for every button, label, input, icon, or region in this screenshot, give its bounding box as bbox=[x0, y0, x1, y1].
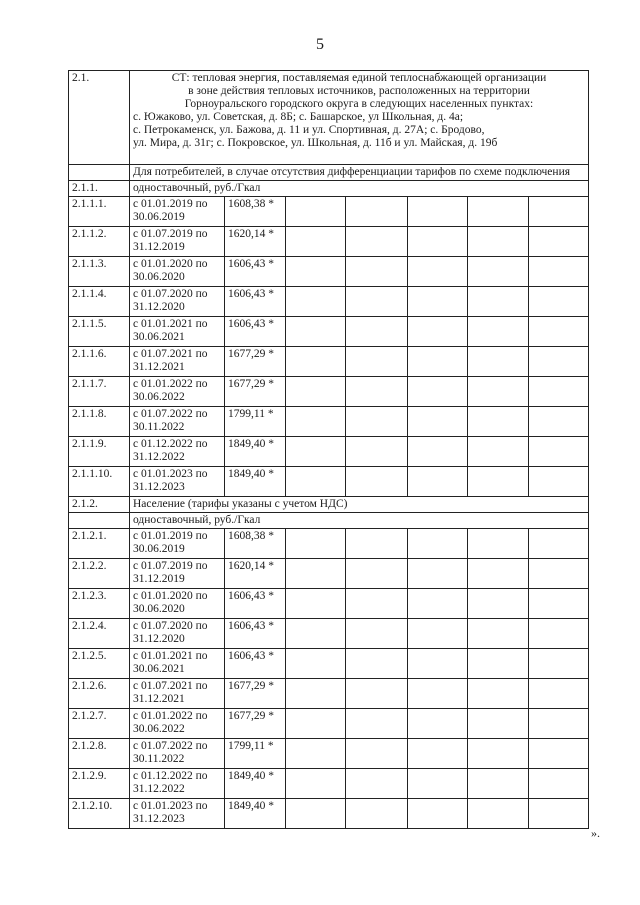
period-line: 31.12.2023 bbox=[133, 481, 185, 493]
rate-row bbox=[69, 227, 589, 257]
period-line: 31.12.2020 bbox=[133, 301, 185, 313]
section-line: Горноуральского городского округа в следующих населенных пунктах: bbox=[184, 98, 534, 110]
section-line: ул. Мира, д. 31г; с. Покровское, ул. Школьная, д. 11б и ул. Майская, д. 19б bbox=[133, 137, 498, 149]
empty-cell bbox=[529, 347, 589, 377]
empty-cell bbox=[529, 649, 589, 679]
empty-cell bbox=[468, 257, 529, 287]
period-line: 30.11.2022 bbox=[133, 753, 185, 765]
period-line: с 01.01.2020 по bbox=[133, 590, 208, 602]
row-number: 2.1.1.9. bbox=[69, 437, 130, 467]
row-number: 2.1.1.7. bbox=[69, 377, 130, 407]
group-code: 2.1.1. bbox=[69, 181, 130, 197]
empty-cell bbox=[286, 589, 346, 619]
period-cell bbox=[130, 407, 225, 437]
section-line: СТ: тепловая энергия, поставляемая единой теплоснабжающей организации bbox=[171, 72, 547, 84]
period-line: 30.06.2021 bbox=[133, 331, 185, 343]
period-line: 31.12.2023 bbox=[133, 813, 185, 825]
empty-cell bbox=[286, 529, 346, 559]
rate-row bbox=[69, 709, 589, 739]
rate-row bbox=[69, 649, 589, 679]
empty-cell bbox=[286, 317, 346, 347]
empty-cell bbox=[346, 287, 408, 317]
period-cell bbox=[130, 227, 225, 257]
period-line: с 01.01.2022 по bbox=[133, 378, 208, 390]
period-cell bbox=[130, 287, 225, 317]
row-number: 2.1.2.9. bbox=[69, 769, 130, 799]
period-line: с 01.07.2022 по bbox=[133, 740, 208, 752]
group-title: Население (тарифы указаны с учетом НДС) bbox=[130, 497, 589, 513]
empty-cell bbox=[346, 317, 408, 347]
period-line: 31.12.2019 bbox=[133, 573, 185, 585]
empty-cell bbox=[346, 437, 408, 467]
empty-cell bbox=[408, 529, 468, 559]
row-number: 2.1.2.7. bbox=[69, 709, 130, 739]
tariff-value: 1849,40 * bbox=[225, 467, 286, 497]
group-subtitle-row bbox=[69, 513, 589, 529]
period-line: 30.06.2022 bbox=[133, 391, 185, 403]
rate-row bbox=[69, 407, 589, 437]
period-line: с 01.07.2019 по bbox=[133, 560, 208, 572]
row-number: 2.1.1.3. bbox=[69, 257, 130, 287]
period-cell bbox=[130, 679, 225, 709]
period-line: с 01.01.2022 по bbox=[133, 710, 208, 722]
empty-cell bbox=[529, 769, 589, 799]
empty-cell bbox=[529, 437, 589, 467]
period-line: 30.06.2022 bbox=[133, 723, 185, 735]
page-number: 5 bbox=[316, 36, 324, 53]
empty-cell bbox=[346, 377, 408, 407]
rate-row bbox=[69, 197, 589, 227]
empty-cell bbox=[286, 467, 346, 497]
row-number: 2.1.1.8. bbox=[69, 407, 130, 437]
rate-row bbox=[69, 559, 589, 589]
group-code: 2.1.2. bbox=[69, 497, 130, 513]
period-line: 30.06.2020 bbox=[133, 271, 185, 283]
empty-cell bbox=[529, 559, 589, 589]
empty-cell bbox=[408, 407, 468, 437]
empty-cell bbox=[408, 649, 468, 679]
empty-cell bbox=[529, 287, 589, 317]
tariff-value: 1799,11 * bbox=[225, 739, 286, 769]
empty-cell bbox=[346, 679, 408, 709]
empty-cell bbox=[408, 559, 468, 589]
rate-row bbox=[69, 679, 589, 709]
empty-cell bbox=[408, 257, 468, 287]
empty-cell bbox=[408, 377, 468, 407]
row-number: 2.1.1.6. bbox=[69, 347, 130, 377]
empty-cell bbox=[286, 619, 346, 649]
empty-cell bbox=[468, 739, 529, 769]
period-cell bbox=[130, 739, 225, 769]
period-line: 31.12.2019 bbox=[133, 241, 185, 253]
period-line: с 01.07.2020 по bbox=[133, 288, 208, 300]
period-cell bbox=[130, 317, 225, 347]
rate-row bbox=[69, 377, 589, 407]
empty-cell bbox=[529, 529, 589, 559]
empty-cell bbox=[69, 513, 130, 529]
empty-cell bbox=[346, 589, 408, 619]
rate-row bbox=[69, 257, 589, 287]
row-number: 2.1.2.2. bbox=[69, 559, 130, 589]
group-row bbox=[69, 497, 589, 513]
row-number: 2.1.2.6. bbox=[69, 679, 130, 709]
empty-cell bbox=[286, 709, 346, 739]
tariff-value: 1677,29 * bbox=[225, 709, 286, 739]
empty-cell bbox=[286, 559, 346, 589]
empty-cell bbox=[346, 769, 408, 799]
group-row bbox=[69, 181, 589, 197]
empty-cell bbox=[408, 347, 468, 377]
row-number: 2.1.1.10. bbox=[69, 467, 130, 497]
row-number: 2.1.1.1. bbox=[69, 197, 130, 227]
rate-row bbox=[69, 467, 589, 497]
empty-cell bbox=[346, 347, 408, 377]
tariff-value: 1606,43 * bbox=[225, 287, 286, 317]
rate-row bbox=[69, 347, 589, 377]
row-number: 2.1.2.1. bbox=[69, 529, 130, 559]
empty-cell bbox=[529, 197, 589, 227]
tariff-value: 1849,40 * bbox=[225, 769, 286, 799]
tariff-value: 1849,40 * bbox=[225, 799, 286, 829]
period-line: с 01.12.2022 по bbox=[133, 770, 208, 782]
rate-row bbox=[69, 287, 589, 317]
tariff-table bbox=[68, 70, 589, 829]
rate-row bbox=[69, 769, 589, 799]
tariff-value: 1606,43 * bbox=[225, 317, 286, 347]
section-subtitle-row bbox=[69, 165, 589, 181]
period-cell bbox=[130, 769, 225, 799]
empty-cell bbox=[286, 799, 346, 829]
empty-cell bbox=[346, 467, 408, 497]
period-cell bbox=[130, 589, 225, 619]
empty-cell bbox=[529, 317, 589, 347]
rate-row bbox=[69, 529, 589, 559]
period-line: с 01.01.2023 по bbox=[133, 468, 208, 480]
closing-mark: ». bbox=[591, 826, 600, 840]
period-cell bbox=[130, 257, 225, 287]
empty-cell bbox=[468, 799, 529, 829]
empty-cell bbox=[69, 165, 130, 181]
tariff-value: 1606,43 * bbox=[225, 619, 286, 649]
tariff-value: 1677,29 * bbox=[225, 377, 286, 407]
table-body bbox=[69, 71, 589, 829]
empty-cell bbox=[529, 407, 589, 437]
row-number: 2.1.1.4. bbox=[69, 287, 130, 317]
empty-cell bbox=[529, 739, 589, 769]
period-cell bbox=[130, 347, 225, 377]
empty-cell bbox=[468, 197, 529, 227]
empty-cell bbox=[529, 799, 589, 829]
tariff-value: 1620,14 * bbox=[225, 559, 286, 589]
tariff-value: 1799,11 * bbox=[225, 407, 286, 437]
tariff-value: 1849,40 * bbox=[225, 437, 286, 467]
period-line: 31.12.2022 bbox=[133, 783, 185, 795]
row-number: 2.1.1.2. bbox=[69, 227, 130, 257]
period-cell bbox=[130, 649, 225, 679]
empty-cell bbox=[408, 769, 468, 799]
section-line: в зоне действия тепловых источников, расположенных на территории bbox=[188, 85, 530, 97]
empty-cell bbox=[408, 709, 468, 739]
period-line: с 01.07.2019 по bbox=[133, 228, 208, 240]
period-line: с 01.01.2020 по bbox=[133, 258, 208, 270]
rate-row bbox=[69, 799, 589, 829]
empty-cell bbox=[286, 769, 346, 799]
section-code: 2.1. bbox=[69, 71, 130, 165]
period-line: 30.06.2019 bbox=[133, 543, 185, 555]
section-subtitle: Для потребителей, в случае отсутствия дифференциации тарифов по схеме подключения bbox=[130, 165, 589, 181]
empty-cell bbox=[346, 529, 408, 559]
empty-cell bbox=[468, 287, 529, 317]
period-cell bbox=[130, 197, 225, 227]
period-cell bbox=[130, 619, 225, 649]
empty-cell bbox=[468, 619, 529, 649]
period-cell bbox=[130, 377, 225, 407]
row-number: 2.1.2.4. bbox=[69, 619, 130, 649]
period-line: с 01.12.2022 по bbox=[133, 438, 208, 450]
empty-cell bbox=[346, 407, 408, 437]
tariff-value: 1608,38 * bbox=[225, 197, 286, 227]
period-line: 30.11.2022 bbox=[133, 421, 185, 433]
empty-cell bbox=[529, 709, 589, 739]
tariff-value: 1677,29 * bbox=[225, 679, 286, 709]
empty-cell bbox=[286, 437, 346, 467]
rate-row bbox=[69, 619, 589, 649]
section-row bbox=[69, 71, 589, 165]
section-description bbox=[130, 71, 589, 165]
empty-cell bbox=[468, 709, 529, 739]
tariff-value: 1606,43 * bbox=[225, 589, 286, 619]
empty-cell bbox=[468, 589, 529, 619]
row-number: 2.1.2.8. bbox=[69, 739, 130, 769]
empty-cell bbox=[468, 529, 529, 559]
empty-cell bbox=[408, 317, 468, 347]
rate-row bbox=[69, 437, 589, 467]
rate-row bbox=[69, 739, 589, 769]
empty-cell bbox=[286, 347, 346, 377]
empty-cell bbox=[529, 619, 589, 649]
empty-cell bbox=[286, 227, 346, 257]
period-line: 31.12.2021 bbox=[133, 693, 185, 705]
empty-cell bbox=[529, 679, 589, 709]
rate-row bbox=[69, 317, 589, 347]
empty-cell bbox=[468, 407, 529, 437]
empty-cell bbox=[408, 287, 468, 317]
period-line: с 01.01.2019 по bbox=[133, 530, 208, 542]
empty-cell bbox=[408, 799, 468, 829]
empty-cell bbox=[468, 467, 529, 497]
row-number: 2.1.2.5. bbox=[69, 649, 130, 679]
period-cell bbox=[130, 437, 225, 467]
group-subtitle: одноставочный, руб./Гкал bbox=[130, 513, 589, 529]
empty-cell bbox=[468, 377, 529, 407]
period-line: с 01.07.2021 по bbox=[133, 348, 208, 360]
tariff-value: 1620,14 * bbox=[225, 227, 286, 257]
empty-cell bbox=[346, 227, 408, 257]
row-number: 2.1.2.3. bbox=[69, 589, 130, 619]
empty-cell bbox=[346, 649, 408, 679]
period-line: 30.06.2021 bbox=[133, 663, 185, 675]
empty-cell bbox=[286, 679, 346, 709]
empty-cell bbox=[408, 437, 468, 467]
empty-cell bbox=[408, 589, 468, 619]
period-line: с 01.01.2021 по bbox=[133, 318, 208, 330]
period-cell bbox=[130, 467, 225, 497]
empty-cell bbox=[286, 377, 346, 407]
tariff-value: 1677,29 * bbox=[225, 347, 286, 377]
empty-cell bbox=[468, 559, 529, 589]
empty-cell bbox=[408, 197, 468, 227]
empty-cell bbox=[286, 407, 346, 437]
period-line: с 01.07.2020 по bbox=[133, 620, 208, 632]
empty-cell bbox=[468, 347, 529, 377]
empty-cell bbox=[468, 437, 529, 467]
empty-cell bbox=[468, 679, 529, 709]
empty-cell bbox=[529, 377, 589, 407]
section-line: с. Петрокаменск, ул. Бажова, д. 11 и ул. Спортивная, д. 27А; с. Бродово, bbox=[133, 124, 485, 136]
empty-cell bbox=[286, 739, 346, 769]
empty-cell bbox=[346, 619, 408, 649]
empty-cell bbox=[408, 739, 468, 769]
empty-cell bbox=[468, 649, 529, 679]
period-line: с 01.01.2023 по bbox=[133, 800, 208, 812]
period-line: с 01.07.2021 по bbox=[133, 680, 208, 692]
empty-cell bbox=[529, 257, 589, 287]
row-number: 2.1.1.5. bbox=[69, 317, 130, 347]
empty-cell bbox=[346, 197, 408, 227]
empty-cell bbox=[346, 739, 408, 769]
empty-cell bbox=[529, 227, 589, 257]
period-line: 31.12.2021 bbox=[133, 361, 185, 373]
empty-cell bbox=[346, 709, 408, 739]
period-cell bbox=[130, 559, 225, 589]
empty-cell bbox=[286, 649, 346, 679]
period-line: 30.06.2019 bbox=[133, 211, 185, 223]
row-number: 2.1.2.10. bbox=[69, 799, 130, 829]
empty-cell bbox=[529, 589, 589, 619]
empty-cell bbox=[286, 257, 346, 287]
empty-cell bbox=[468, 769, 529, 799]
period-cell bbox=[130, 709, 225, 739]
period-line: с 01.01.2021 по bbox=[133, 650, 208, 662]
empty-cell bbox=[408, 679, 468, 709]
tariff-value: 1606,43 * bbox=[225, 649, 286, 679]
empty-cell bbox=[408, 619, 468, 649]
period-line: с 01.07.2022 по bbox=[133, 408, 208, 420]
empty-cell bbox=[346, 799, 408, 829]
empty-cell bbox=[408, 467, 468, 497]
empty-cell bbox=[286, 197, 346, 227]
empty-cell bbox=[468, 317, 529, 347]
rate-row bbox=[69, 589, 589, 619]
tariff-value: 1608,38 * bbox=[225, 529, 286, 559]
empty-cell bbox=[408, 227, 468, 257]
period-line: с 01.01.2019 по bbox=[133, 198, 208, 210]
group-title: одноставочный, руб./Гкал bbox=[130, 181, 589, 197]
period-line: 31.12.2020 bbox=[133, 633, 185, 645]
period-cell bbox=[130, 799, 225, 829]
tariff-value: 1606,43 * bbox=[225, 257, 286, 287]
empty-cell bbox=[286, 287, 346, 317]
period-line: 31.12.2022 bbox=[133, 451, 185, 463]
period-cell bbox=[130, 529, 225, 559]
empty-cell bbox=[529, 467, 589, 497]
empty-cell bbox=[468, 227, 529, 257]
period-line: 30.06.2020 bbox=[133, 603, 185, 615]
empty-cell bbox=[346, 559, 408, 589]
empty-cell bbox=[346, 257, 408, 287]
section-line: с. Южаково, ул. Советская, д. 8Б; с. Башарское, ул Школьная, д. 4а; bbox=[133, 111, 464, 123]
